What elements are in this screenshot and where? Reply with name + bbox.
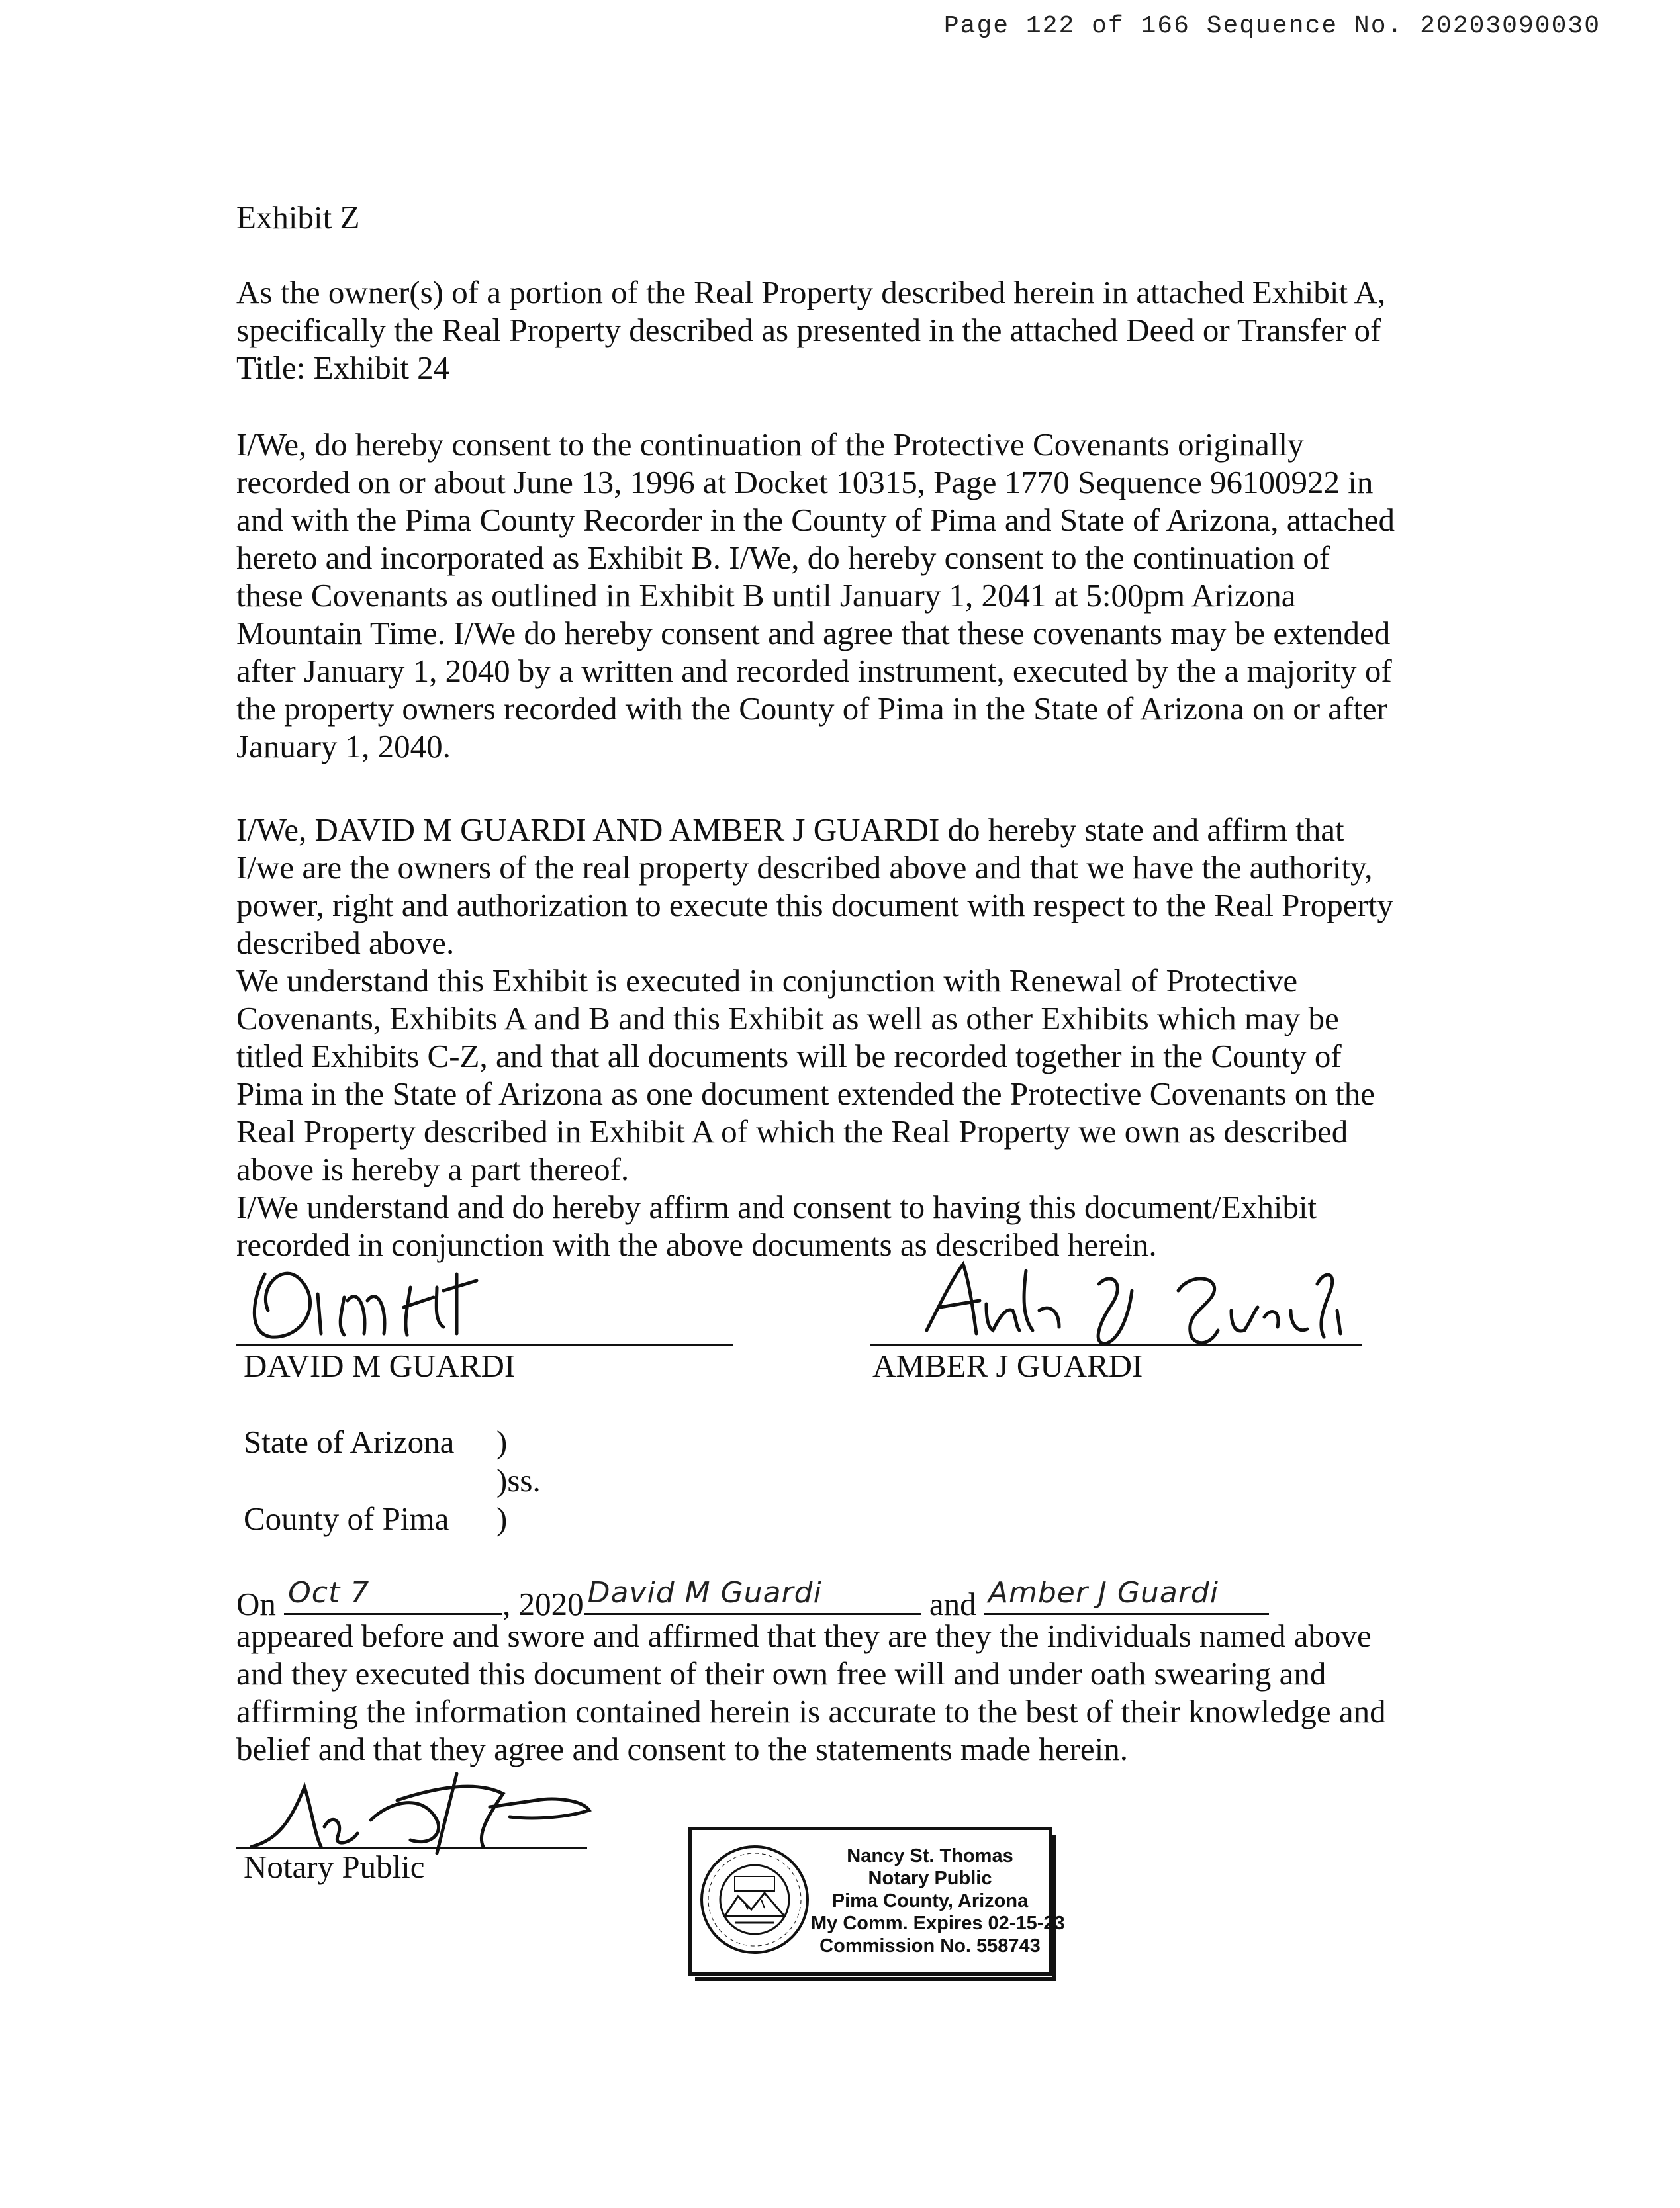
paragraph-line: after January 1, 2040 by a written and recorded instrument, executed by the a majority of [236, 653, 1392, 689]
year-text: , 2020 [502, 1586, 584, 1622]
signature-line-2 [870, 1344, 1362, 1346]
paragraph-line: titled Exhibits C-Z, and that all documents will be recorded together in the County of [236, 1038, 1342, 1074]
venue-state: State of Arizona [244, 1424, 455, 1460]
paragraph-line: recorded on or about June 13, 1996 at Docket 10315, Page 1770 Sequence 96100922 in [236, 464, 1374, 500]
paragraph-line: I/We, DAVID M GUARDI AND AMBER J GUARDI do hereby state and affirm that [236, 811, 1344, 848]
handwritten-name-1: David M Guardi [587, 1576, 822, 1610]
stamp-line: Commission No. 558743 [819, 1935, 1041, 1956]
paragraph-line: Title: Exhibit 24 [236, 349, 450, 386]
paragraph-line: power, right and authorization to execute this document with respect to the Real Property [236, 887, 1393, 923]
paragraph-line: As the owner(s) of a portion of the Real Property described herein in attached Exhibit A, [236, 274, 1386, 310]
paragraph-line: described above. [236, 925, 455, 961]
notary-signature [238, 1761, 596, 1860]
acknowledgment-line [236, 1576, 1269, 1623]
stamp-line: Nancy St. Thomas [847, 1845, 1013, 1866]
amber-guardi-signature [900, 1244, 1364, 1350]
paragraph-line: Real Property described in Exhibit A of which the Real Property we own as described [236, 1113, 1348, 1150]
consent-paragraph [236, 426, 1507, 765]
paragraph-line: and with the Pima County Recorder in the County of Pima and State of Arizona, attached [236, 502, 1395, 538]
paragraph-line: I/We understand and do hereby affirm and consent to having this document/Exhibit [236, 1189, 1317, 1225]
venue-ss: )ss. [496, 1462, 541, 1498]
handwritten-date: Oct 7 [288, 1576, 370, 1610]
name-1-blank [584, 1576, 921, 1615]
venue-paren: ) [496, 1424, 508, 1460]
acknowledgment-paragraph [236, 1617, 1507, 1768]
paragraph-line: hereto and incorporated as Exhibit B. I/We, do hereby consent to the continuation of [236, 539, 1330, 576]
stamp-text [811, 1845, 1065, 1957]
paragraph-line: affirming the information contained herein is accurate to the best of their knowledge and [236, 1693, 1386, 1729]
paragraph-line: I/We, do hereby consent to the continuation of the Protective Covenants originally [236, 426, 1304, 463]
paragraph-line: the property owners recorded with the County of Pima in the State of Arizona on or after [236, 690, 1388, 727]
signature-line-1 [236, 1344, 733, 1346]
stamp-line: Pima County, Arizona [831, 1890, 1029, 1911]
paragraph-line: Covenants, Exhibits A and B and this Exhibit as well as other Exhibits which may be [236, 1000, 1339, 1036]
signer-2-name: AMBER J GUARDI [872, 1348, 1143, 1384]
paragraph-line: and they executed this document of their own free will and under oath swearing and [236, 1655, 1327, 1692]
signer-1-name: DAVID M GUARDI [244, 1348, 516, 1384]
exhibit-title: Exhibit Z [236, 199, 360, 236]
stamp-line: Notary Public [868, 1868, 992, 1889]
paragraph-line: Pima in the State of Arizona as one document extended the Protective Covenants on the [236, 1076, 1376, 1112]
paragraph-line: specifically the Real Property described as presented in the attached Deed or Transfer of [236, 312, 1381, 348]
paragraph-line: above is hereby a part thereof. [236, 1151, 630, 1187]
notary-label: Notary Public [244, 1849, 425, 1885]
david-guardi-signature [245, 1261, 536, 1347]
paragraph-line: these Covenants as outlined in Exhibit B until January 1, 2041 at 5:00pm Arizona [236, 577, 1296, 614]
paragraph-line: I/we are the owners of the real property described above and that we have the authority, [236, 849, 1373, 886]
paragraph-line: January 1, 2040. [236, 728, 451, 764]
venue-county: County of Pima [244, 1500, 449, 1537]
arizona-state-seal-icon [698, 1843, 811, 1956]
venue-paren: ) [496, 1500, 508, 1537]
paragraph-line: Mountain Time. I/We do hereby consent and agree that these covenants may be extended [236, 615, 1391, 651]
on-label: On [236, 1586, 276, 1622]
stamp-line: My Comm. Expires 02-15-23 [811, 1913, 1065, 1934]
and-text: and [929, 1586, 976, 1622]
paragraph-line: appeared before and swore and affirmed that they are they the individuals named above [236, 1618, 1372, 1654]
handwritten-name-2: Amber J Guardi [988, 1576, 1219, 1610]
name-2-blank [984, 1576, 1269, 1615]
paragraph-line: We understand this Exhibit is executed in conjunction with Renewal of Protective [236, 962, 1298, 999]
ownership-paragraph [236, 273, 1507, 387]
paragraph-line: belief and that they agree and consent to the statements made herein. [236, 1731, 1128, 1767]
affirmation-paragraph [236, 811, 1507, 1264]
date-blank [284, 1576, 502, 1615]
notary-stamp [688, 1827, 1065, 1976]
page-sequence-header: Page 122 of 166 Sequence No. 20203090030 [943, 12, 1601, 40]
paragraph-line: recorded in conjunction with the above documents as described herein. [236, 1226, 1157, 1263]
